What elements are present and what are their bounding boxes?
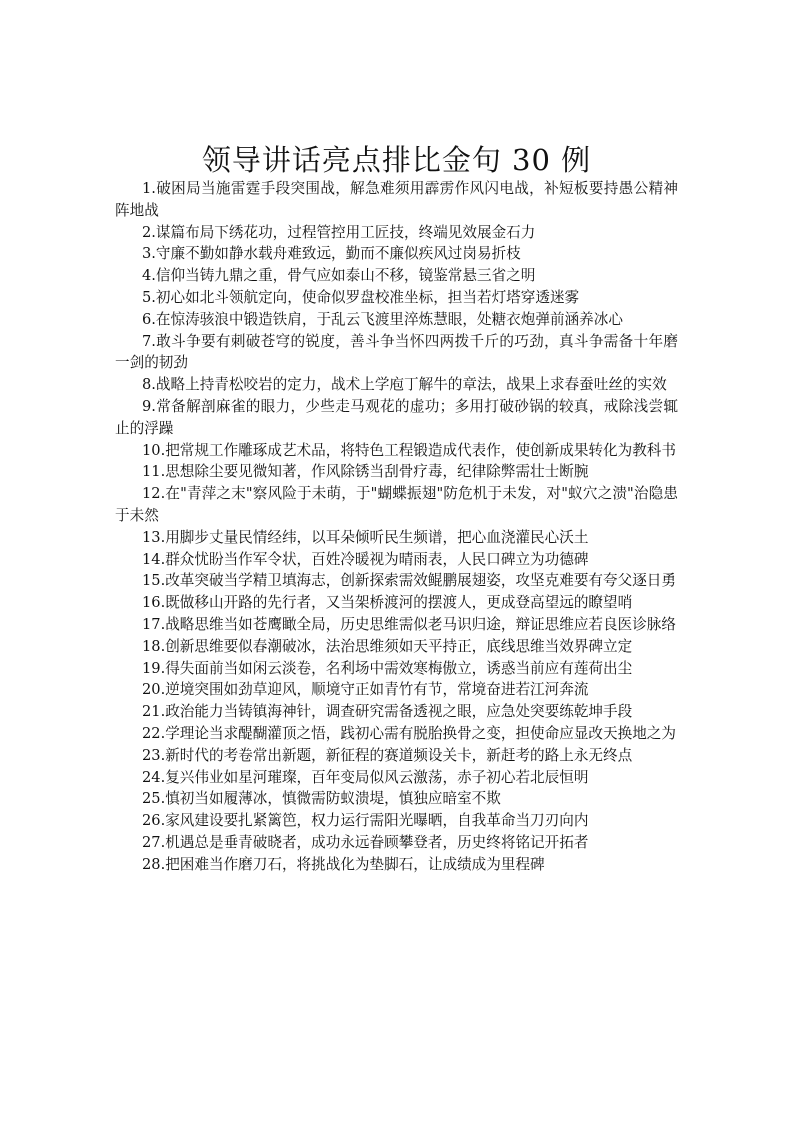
quote-item: 23.新时代的考卷常出新题，新征程的赛道频设关卡，新赶考的路上永无终点	[142, 746, 633, 764]
quote-item: 24.复兴伟业如星河璀璨，百年变局似风云激荡，赤子初心若北辰恒明	[142, 768, 589, 786]
quote-item: 4.信仰当铸九鼎之重，骨气应如泰山不移，镜鉴常悬三省之明	[142, 267, 536, 285]
quote-item: 8.战略上持青松咬岩的定力，战术上学庖丁解牛的章法，战果上求春蚕吐丝的实效	[142, 376, 667, 394]
quote-item: 27.机遇总是垂青破晓者，成功永远眷顾攀登者，历史终将铭记开拓者	[142, 833, 589, 851]
quote-item: 20.逆境突围如劲草迎风，顺境守正如青竹有节，常境奋进若江河奔流	[142, 681, 589, 699]
quote-list	[115, 178, 678, 876]
quote-item: 6.在惊涛骇浪中锻造铁肩，于乱云飞渡里淬炼慧眼，处糖衣炮弹前涵养冰心	[142, 310, 623, 328]
quote-item: 16.既做移山开路的先行者，又当架桥渡河的摆渡人，更成登高望远的瞭望哨	[142, 594, 633, 612]
quote-item: 2.谋篇布局下绣花功，过程管控用工匠技，终端见效展金石力	[142, 223, 536, 241]
quote-item: 15.改革突破当学精卫填海志，创新探索需效鲲鹏展翅姿，攻坚克难要有夸父逐日勇	[142, 572, 676, 590]
quote-item: 14.群众忧盼当作军令状，百姓冷暖视为晴雨表，人民口碑立为功德碑	[142, 550, 589, 568]
quote-item: 13.用脚步丈量民情经纬，以耳朵倾听民生频谱，把心血浇灌民心沃土	[142, 528, 589, 546]
quote-item: 17.战略思维当如苍鹰瞰全局，历史思维需似老马识归途，辩证思维应若良医诊脉络	[142, 615, 676, 633]
quote-item: 21.政治能力当铸镇海神针，调查研究需备透视之眼，应急处突要练乾坤手段	[142, 703, 633, 721]
quote-item: 19.得失面前当如闲云淡卷，名利场中需效寒梅傲立，诱惑当前应有莲荷出尘	[142, 659, 633, 677]
quote-item: 9.常备解剖麻雀的眼力，少些走马观花的虚功；多用打破砂锅的较真，戒除浅尝辄止的浮躁	[115, 397, 678, 437]
quote-item: 25.慎初当如履薄冰，慎微需防蚁溃堤，慎独应暗室不欺	[142, 790, 501, 808]
document-title: 领导讲话亮点排比金句 30 例	[201, 143, 592, 177]
quote-item: 5.初心如北斗领航定向，使命似罗盘校准坐标，担当若灯塔穿透迷雾	[142, 288, 580, 306]
quote-item: 22.学理论当求醍醐灌顶之悟，践初心需有脱胎换骨之变，担使命应显改天换地之为	[142, 724, 676, 742]
quote-item: 7.敢斗争要有刺破苍穹的锐度，善斗争当怀四两拨千斤的巧劲，真斗争需备十年磨一剑的韧劲	[115, 332, 678, 372]
quote-item: 28.把困难当作磨刀石，将挑战化为垫脚石，让成绩成为里程碑	[142, 855, 545, 873]
quote-item: 3.守廉不勤如静水载舟难致远，勤而不廉似疾风过岗易折枝	[142, 245, 521, 263]
quote-item: 10.把常规工作雕琢成艺术品，将特色工程锻造成代表作，使创新成果转化为教科书	[142, 441, 676, 459]
quote-item: 26.家风建设要扎紧篱笆，权力运行需阳光曝晒，自我革命当刀刃向内	[142, 812, 589, 830]
quote-item: 18.创新思维要似春潮破冰，法治思维须如天平持正，底线思维当效界碑立定	[142, 637, 633, 655]
quote-item: 11.思想除尘要见微知著，作风除锈当刮骨疗毒，纪律除弊需壮士断腕	[142, 463, 589, 481]
quote-item: 1.破困局当施雷霆手段突围战，解急难须用霹雳作风闪电战，补短板要持愚公精神阵地战	[115, 180, 678, 219]
quote-item: 12.在"青萍之末"察风险于未萌，于"蝴蝶振翅"防危机于未发，对"蚁穴之溃"治隐患于未然	[115, 485, 678, 524]
